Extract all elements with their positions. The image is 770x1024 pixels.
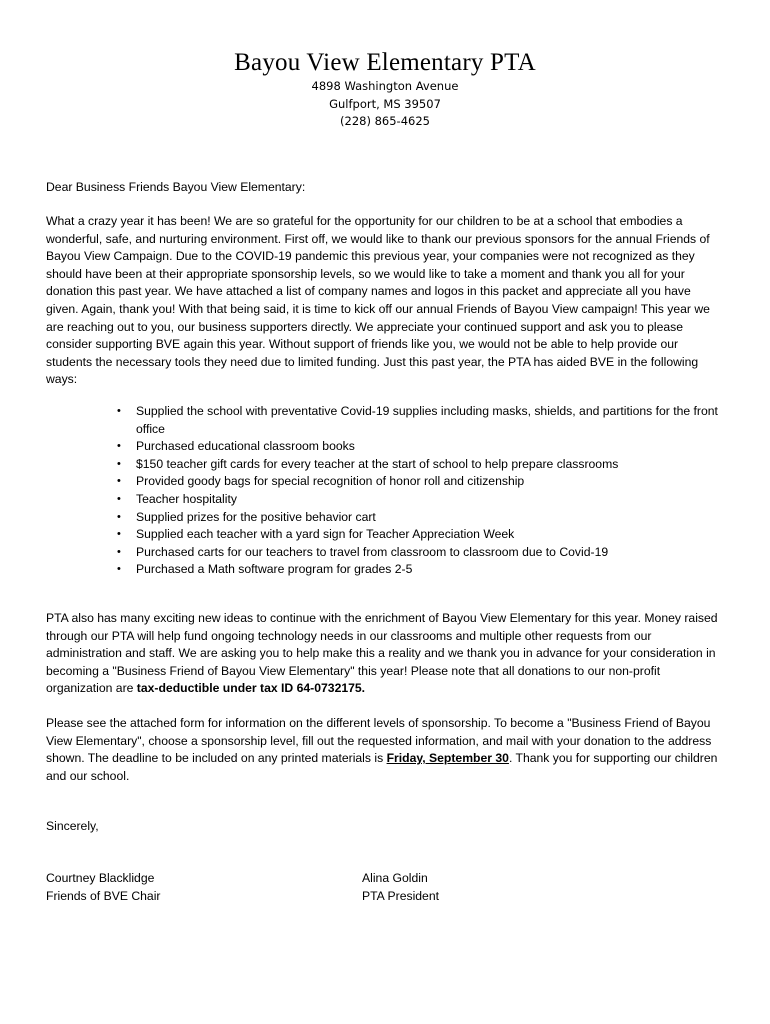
list-item: • Purchased a Math software program for grades 2-5 (92, 561, 722, 579)
letter-greeting: Dear Business Friends Bayou View Elementary: (46, 180, 306, 194)
bullet-icon: • (117, 405, 121, 417)
bullet-icon: • (117, 440, 121, 453)
list-item: • Supplied the school with preventative Covid-19 supplies including masks, shields, and partitions for the front office (117, 404, 718, 436)
list-item: • Purchased educational classroom books (92, 438, 722, 456)
deadline-date: Friday, September 30 (386, 751, 509, 766)
phone-number: (228) 865-4625 (340, 114, 430, 128)
list-item: • Purchased carts for our teachers to travel from classroom to classroom due to Covid-19 (92, 544, 722, 562)
paragraph-new-ideas: PTA also has many exciting new ideas to continue with the enrichment of Bayou View Elementary for this year. Money raised through our PTA will help fund ongoing technology needs in our classrooms and multiple other requests from our administration and staff. We are asking you to help make this a reality and we thank you in advance for your consideration in becoming a "Business Friend of Bayou View Elementary" this year! Please note that all donations to our non-profit organization are tax-deductible under tax ID 64-0732175. (46, 611, 718, 696)
signer-title: PTA President (362, 888, 439, 903)
bullet-icon: • (117, 492, 121, 505)
bullet-icon: • (117, 510, 121, 523)
address-street: 4898 Washington Avenue (311, 79, 459, 93)
paragraph-sponsorship: Please see the attached form for information on the different levels of sponsorship. To become a "Business Friend of Bayou View Elementary", choose a sponsorship level, fill out the requested information, and mail with your donation to the address shown. The deadline to be included on any printed materials is Friday, September 30. Thank you for supporting our children and our school. (46, 716, 718, 783)
signer-name: Alina Goldin (362, 871, 428, 885)
bullet-icon: • (117, 563, 121, 576)
tax-id-note: tax-deductible under tax ID 64-0732175. (136, 681, 366, 696)
list-item: • $150 teacher gift cards for every teacher at the start of school to help prepare classrooms (92, 456, 722, 474)
list-item: • Teacher hospitality (92, 491, 722, 509)
bullet-icon: • (117, 528, 121, 541)
list-item: • Provided goody bags for special recognition of honor roll and citizenship (92, 473, 722, 491)
page-title: Bayou View Elementary PTA (234, 49, 536, 76)
signature-right (362, 870, 439, 905)
bullet-icon: • (117, 457, 121, 470)
paragraph-intro: What a crazy year it has been! We are so grateful for the opportunity for our children to be at a school that embodies a wonderful, safe, and nurturing environment. First off, we would like to thank our previous sponsors for the annual Friends of Bayou View Campaign. Due to the COVID-19 pandemic this previous year, your companies were not recognized as they should have been at their appropriate sponsorship levels, so we would like to take a moment and thank you all for your donation this past year. We have attached a list of company names and logos in this packet and appreciate all you have given. Again, thank you! With that being said, it is time to kick off our annual Friends of Bayou View campaign! This year we are reaching out to you, our business supporters directly. We appreciate your continued support and ask you to please consider supporting BVE again this year. Without support of friends like you, we would not be able to help provide our students the necessary tools they need due to limited funding. Just this past year, the PTA has aided BVE in the following ways: (46, 214, 710, 387)
bullet-icon: • (117, 475, 121, 488)
bullet-icon: • (117, 545, 121, 558)
list-item: • Supplied each teacher with a yard sign for Teacher Appreciation Week (92, 526, 722, 544)
list-item: • Supplied prizes for the positive behavior cart (92, 509, 722, 527)
signer-name: Courtney Blacklidge (46, 871, 155, 885)
letter-closing: Sincerely, (46, 819, 99, 833)
signature-left (46, 870, 160, 905)
signer-title: Friends of BVE Chair (46, 888, 161, 903)
address-city: Gulfport, MS 39507 (329, 97, 441, 111)
aid-list (92, 403, 722, 579)
